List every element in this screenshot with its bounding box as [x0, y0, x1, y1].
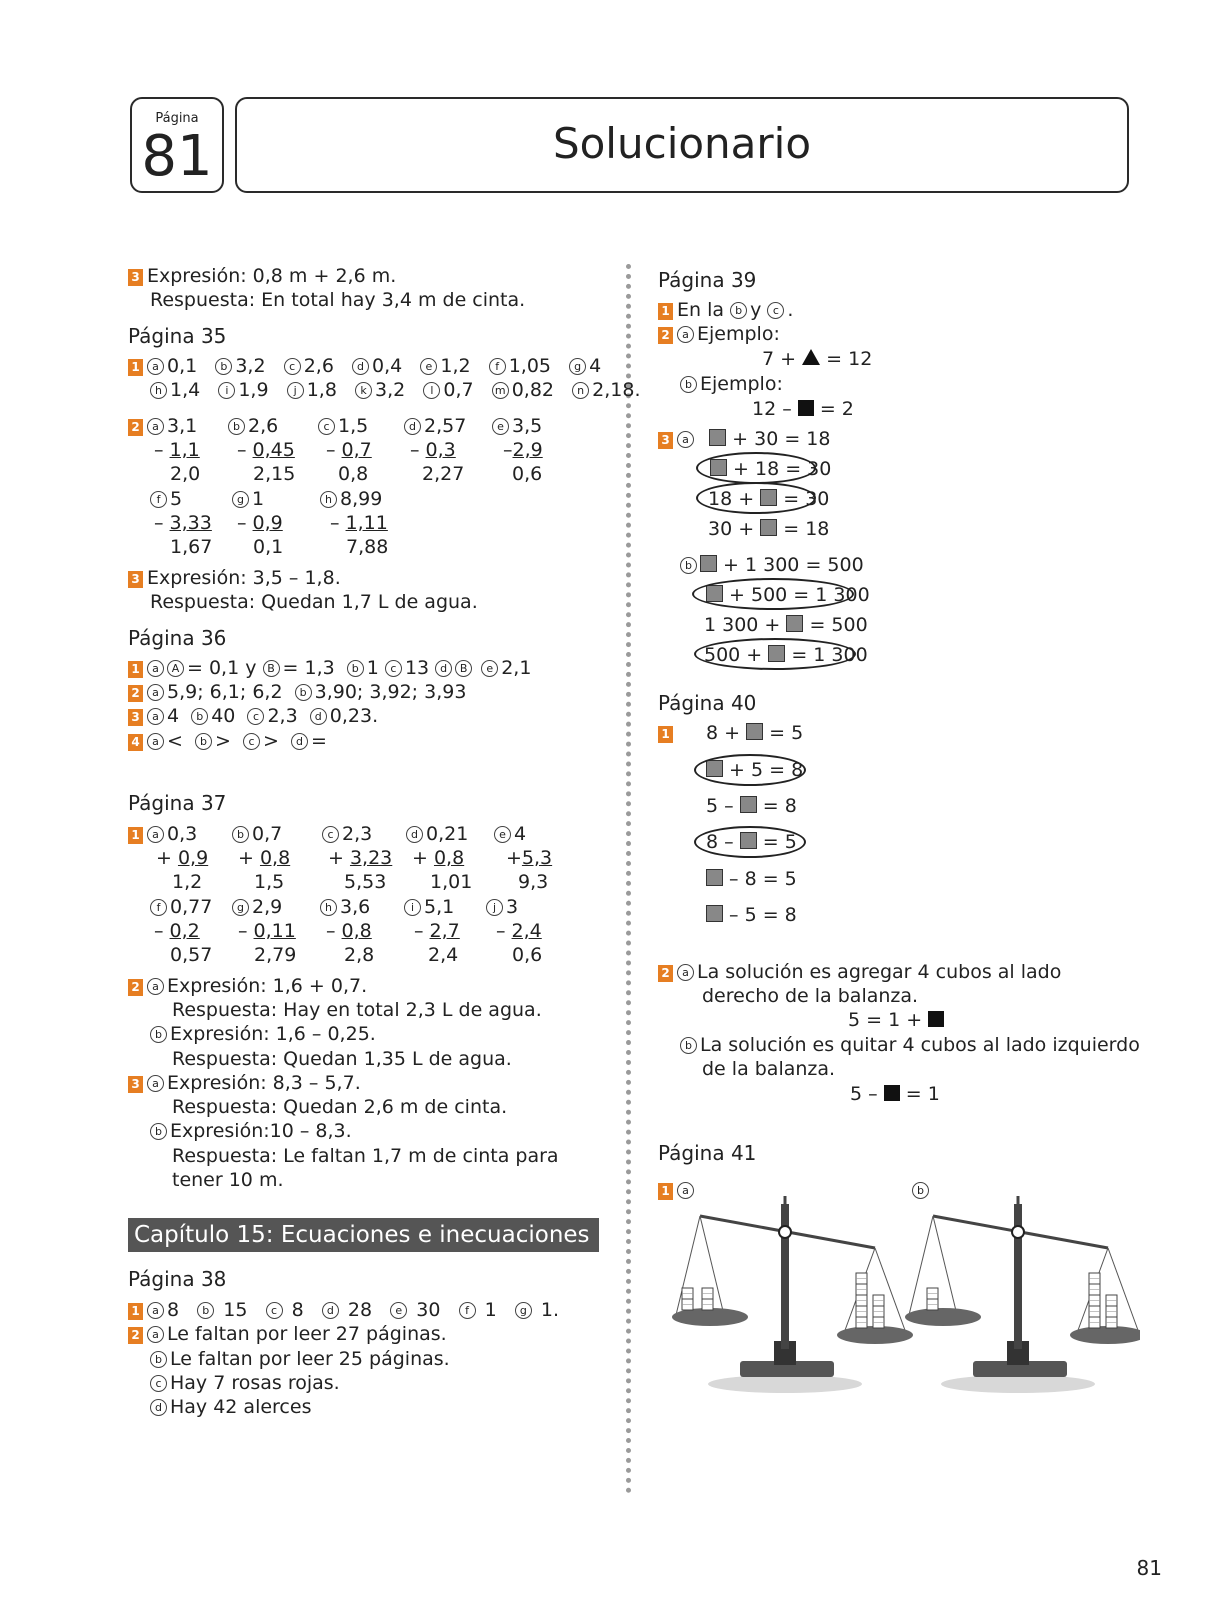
answer-line: j 3: [486, 895, 518, 919]
answer-line: Respuesta: En total hay 3,4 m de cinta.: [150, 289, 526, 311]
grey-square-icon: [786, 615, 803, 632]
answer-line: g 1: [232, 487, 264, 511]
answer-line: 1,01: [430, 871, 473, 893]
answer-line: Respuesta: Hay en total 2,3 L de agua.: [172, 999, 542, 1021]
answer-line: 2 a Expresión: 1,6 + 0,7.: [128, 974, 367, 998]
grey-square-icon: [700, 555, 717, 572]
answer-line: 2,27: [422, 463, 465, 485]
answer-line: – 0,8: [326, 920, 372, 942]
answer-line: e 3,5: [492, 414, 542, 438]
answer-line: 3 Expresión: 0,8 m + 2,6 m.: [128, 264, 396, 288]
answer-line: 0,6: [512, 463, 543, 485]
answer-line: b La solución es quitar 4 cubos al lado izquierdo: [680, 1033, 1140, 1057]
answer-line: i 5,1: [404, 895, 454, 919]
answer-line: 9,3: [518, 871, 549, 893]
answer-line: 5 – = 1: [850, 1083, 940, 1105]
black-square-icon: [798, 400, 814, 416]
answer-line: f 0,77: [150, 895, 212, 919]
answer-line: d 2,57: [404, 414, 466, 438]
page-title: Solucionario: [552, 119, 812, 168]
answer-line: – 8 = 5: [706, 867, 797, 891]
black-square-icon: [884, 1085, 900, 1101]
answer-line: – 2,4: [496, 920, 542, 942]
answer-line: b Le faltan por leer 25 páginas.: [150, 1347, 450, 1371]
answer-line: h 1,4 i 1,9 j 1,8 k 3,2 l 0,7 m 0,82 n 2,18.: [150, 378, 641, 402]
answer-line: 1 a 0,1 b 3,2 c 2,6 d 0,4 e 1,2 f 1,05 g 4: [128, 354, 601, 378]
answer-line: 0,6: [512, 944, 543, 966]
section-heading: Página 40: [658, 691, 757, 715]
answer-line: Respuesta: Le faltan 1,7 m de cinta para: [172, 1145, 559, 1167]
answer-line: 5 = 1 +: [848, 1008, 944, 1032]
answer-line: 1 a 0,3: [128, 822, 197, 846]
answer-line: 8 + = 5: [706, 722, 804, 744]
answer-line: b 0,7: [232, 822, 282, 846]
answer-line: 2,4: [428, 944, 459, 966]
answer-line: – 0,9: [237, 512, 283, 534]
answer-circle: [692, 578, 854, 610]
answer-line: + 500 = 1 300: [706, 583, 870, 607]
balance-scale-b: [905, 1196, 1140, 1393]
answer-line: 1 En la b y c .: [658, 298, 793, 322]
grey-square-icon: [746, 723, 763, 740]
answer-line: tener 10 m.: [172, 1169, 284, 1191]
black-square-icon: [928, 1011, 944, 1027]
answer-line: Respuesta: Quedan 1,35 L de agua.: [172, 1048, 512, 1070]
answer-line: 5,53: [344, 871, 387, 893]
answer-line: 2 a 5,9; 6,1; 6,2 b 3,90; 3,92; 3,93: [128, 680, 466, 704]
answer-line: g 2,9: [232, 895, 282, 919]
answer-line: 1 a A = 0,1 y B = 1,3 b 1 c 13 d B e 2,1: [128, 656, 531, 680]
answer-line: 3 a + 30 = 18: [658, 427, 830, 451]
answer-line: c Hay 7 rosas rojas.: [150, 1371, 340, 1395]
answer-line: Respuesta: Quedan 1,7 L de agua.: [150, 591, 478, 613]
answer-line: – 2,7: [414, 920, 460, 942]
answer-line: – 0,3: [410, 439, 456, 461]
answer-line: 12 – = 2: [752, 398, 854, 420]
answer-line: 500 + = 1 300: [704, 644, 868, 666]
answer-line: 4 a < b > c > d =: [128, 729, 327, 753]
answer-circle: [694, 638, 856, 670]
triangle-icon: [802, 349, 820, 365]
answer-circle: [696, 452, 816, 484]
grey-square-icon: [706, 905, 723, 922]
balance-scale-a: [672, 1196, 913, 1393]
answer-line: c 2,3: [322, 822, 372, 846]
footer-page-number: 81: [1136, 1556, 1162, 1580]
answer-line: + 0,8: [412, 847, 465, 869]
answer-line: 8 – = 5: [706, 831, 797, 853]
answer-line: + 0,9: [156, 847, 209, 869]
answer-line: –2,9: [503, 439, 543, 461]
answer-line: h 8,99: [320, 487, 382, 511]
page-number-box: [130, 97, 224, 193]
section-heading: Página 39: [658, 268, 757, 292]
grey-square-icon: [760, 519, 777, 536]
answer-line: c 1,5: [318, 414, 368, 438]
answer-line: 0,1: [253, 536, 284, 558]
answer-line: 18 + = 30: [708, 488, 830, 510]
answer-line: 7 + = 12: [762, 348, 873, 370]
answer-line: 7,88: [346, 536, 389, 558]
answer-line: + 3,23: [328, 847, 393, 869]
answer-line: Respuesta: Quedan 2,6 m de cinta.: [172, 1096, 508, 1118]
answer-line: – 0,2: [154, 920, 200, 942]
answer-line: +5,3: [506, 847, 553, 869]
answer-line: – 0,45: [237, 439, 295, 461]
answer-line: 2,15: [253, 463, 296, 485]
answer-line: b Ejemplo:: [680, 372, 783, 396]
answer-line: b Expresión:10 – 8,3.: [150, 1119, 352, 1143]
answer-line: 0,57: [170, 944, 213, 966]
answer-line: 1,2: [172, 871, 203, 893]
answer-line: – 1,1: [154, 439, 200, 461]
answer-line: 2 a Ejemplo:: [658, 322, 780, 346]
section-heading: Página 36: [128, 626, 227, 650]
answer-line: 2,79: [254, 944, 297, 966]
answer-line: – 0,11: [238, 920, 296, 942]
grey-square-icon: [709, 429, 726, 446]
answer-line: de la balanza.: [702, 1058, 836, 1080]
answer-line: 3 a 4 b 40 c 2,3 d 0,23.: [128, 704, 378, 728]
answer-line: f 5: [150, 487, 182, 511]
chapter-banner: Capítulo 15: Ecuaciones e inecuaciones: [128, 1218, 599, 1252]
answer-line: + 5 = 8: [706, 758, 803, 782]
answer-line: 3 Expresión: 3,5 – 1,8.: [128, 566, 341, 590]
answer-line: b + 1 300 = 500: [680, 553, 864, 577]
answer-line: 1 300 + = 500: [704, 614, 868, 636]
answer-line: 1,67: [170, 536, 213, 558]
answer-line: 5 – = 8: [706, 795, 797, 817]
grey-square-icon: [740, 796, 757, 813]
answer-line: 2 a 3,1: [128, 414, 197, 438]
title-box: [235, 97, 1129, 193]
section-heading: Página 37: [128, 791, 227, 815]
answer-line: + 0,8: [238, 847, 291, 869]
answer-line: 1: [658, 721, 677, 745]
answer-line: d Hay 42 alerces: [150, 1395, 311, 1419]
answer-line: 2,8: [344, 944, 375, 966]
answer-line: – 0,7: [326, 439, 372, 461]
answer-line: b 2,6: [228, 414, 278, 438]
answer-line: 2 a La solución es agregar 4 cubos al lado: [658, 960, 1061, 984]
section-heading: Página 41: [658, 1141, 757, 1165]
answer-line: + 18 = 30: [710, 457, 831, 481]
answer-line: b Expresión: 1,6 – 0,25.: [150, 1022, 376, 1046]
answer-line: 2 a Le faltan por leer 27 páginas.: [128, 1322, 447, 1346]
page-label: Página: [155, 111, 199, 126]
answer-line: 0,8: [338, 463, 369, 485]
answer-line: e 4: [494, 822, 526, 846]
balance-scales-illustration: [670, 1196, 1140, 1406]
answer-circle: [696, 482, 816, 514]
grey-square-icon: [706, 869, 723, 886]
answer-line: h 3,6: [320, 895, 370, 919]
answer-line: 1 a: [658, 1178, 697, 1202]
answer-line: derecho de la balanza.: [702, 985, 919, 1007]
answer-line: 1 a 8 b 15 c 8 d 28 e 30 f 1 g 1.: [128, 1298, 559, 1322]
answer-line: – 1,11: [330, 512, 388, 534]
answer-line: – 5 = 8: [706, 903, 797, 927]
section-heading: Página 35: [128, 324, 227, 348]
answer-circle: [694, 754, 806, 786]
answer-line: 30 + = 18: [708, 518, 830, 540]
section-heading: Página 38: [128, 1267, 227, 1291]
answer-line: b: [912, 1178, 932, 1202]
answer-line: 1,5: [254, 871, 285, 893]
column-divider: [626, 264, 631, 1494]
page-number: 81: [141, 124, 213, 189]
answer-line: 2,0: [170, 463, 201, 485]
answer-circle: [694, 826, 806, 858]
answer-line: – 3,33: [154, 512, 212, 534]
answer-line: d 0,21: [406, 822, 468, 846]
answer-line: 3 a Expresión: 8,3 – 5,7.: [128, 1071, 361, 1095]
